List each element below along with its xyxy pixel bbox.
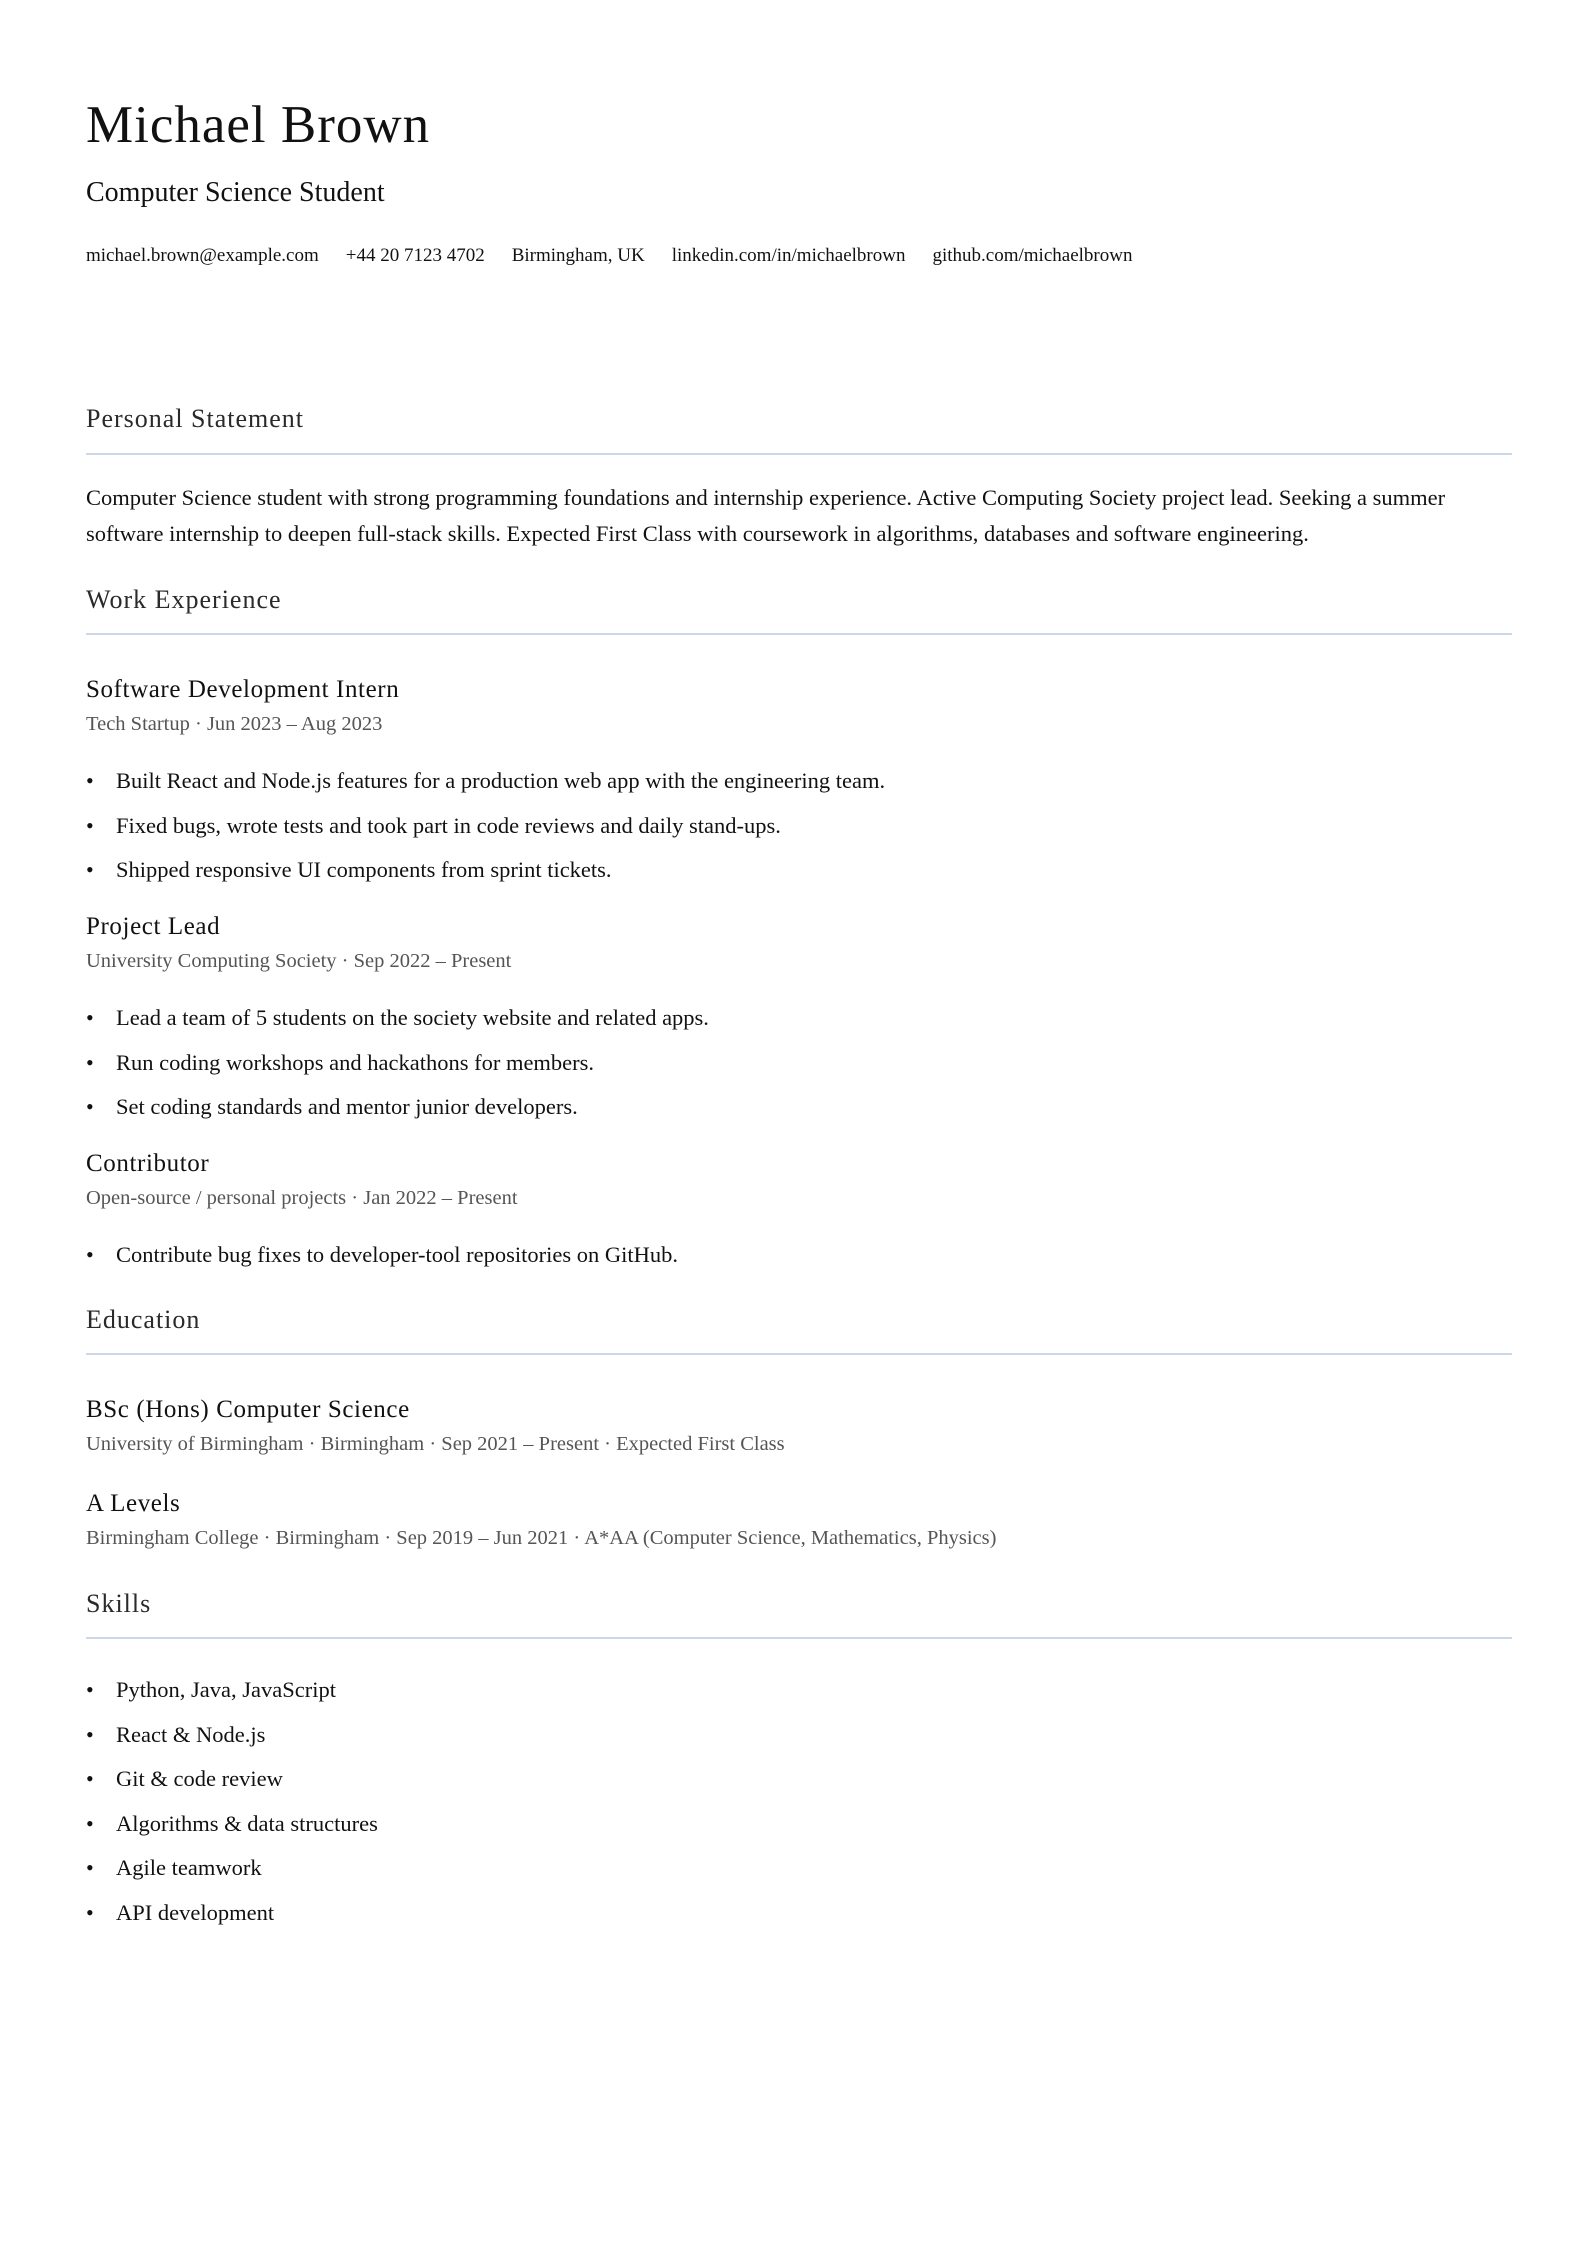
- list-item: • Git & code review: [86, 1763, 378, 1808]
- bullet-icon: •: [86, 768, 94, 793]
- bullet-icon: •: [86, 857, 94, 882]
- job-bullets: [86, 1239, 678, 1284]
- section-divider: [86, 633, 1512, 635]
- bullet-icon: •: [86, 1810, 94, 1836]
- bullet-icon: •: [86, 1094, 94, 1119]
- statement-text: Computer Science student with strong programming foundations and internship experience. Active Computing Society project lead. Seeking a summer software internship to deepen full-stack skills. Expected First Class with coursework in algorithms, databases and software engineering.: [86, 485, 1446, 546]
- list-item: • Agile teamwork: [86, 1852, 378, 1897]
- list-item: • Python, Java, JavaScript: [86, 1674, 378, 1719]
- bullet-icon: •: [86, 1049, 94, 1075]
- bullet-icon: •: [86, 1899, 94, 1925]
- section-title-statement: Personal Statement: [86, 404, 305, 433]
- education-title: BSc (Hons) Computer Science: [86, 1396, 410, 1423]
- education-meta: University of Birmingham · Birmingham · Sep 2021 – Present · Expected First Class: [86, 1433, 785, 1455]
- section-divider: [86, 453, 1512, 455]
- bullet-icon: •: [86, 1855, 94, 1880]
- bullet-icon: •: [86, 1005, 94, 1030]
- list-item: • React & Node.js: [86, 1719, 378, 1764]
- list-item: • Contribute bug fixes to developer-tool repositories on GitHub.: [86, 1239, 678, 1284]
- candidate-name: Michael Brown: [86, 96, 431, 154]
- list-item: • Shipped responsive UI components from sprint tickets.: [86, 854, 885, 899]
- contact-location: Birmingham, UK: [511, 245, 645, 266]
- list-item: • Lead a team of 5 students on the society website and related apps.: [86, 1002, 709, 1047]
- job-title: Contributor: [86, 1150, 210, 1177]
- bullet-icon: •: [86, 1677, 94, 1702]
- education-title: A Levels: [86, 1490, 181, 1517]
- candidate-role: Computer Science Student: [86, 177, 385, 208]
- job-title: Project Lead: [86, 913, 221, 940]
- section-title-experience: Work Experience: [86, 585, 282, 614]
- section-title-skills: Skills: [86, 1589, 152, 1618]
- contact-phone: +44 20 7123 4702: [345, 245, 485, 266]
- list-item: • Fixed bugs, wrote tests and took part in code reviews and daily stand-ups.: [86, 810, 885, 855]
- bullet-icon: •: [86, 1721, 94, 1747]
- list-item: • Set coding standards and mentor junior developers.: [86, 1091, 709, 1136]
- contact-linkedin: linkedin.com/in/michaelbrown: [671, 245, 906, 266]
- section-divider: [86, 1637, 1512, 1639]
- contact-line: [86, 242, 1159, 270]
- job-bullets: [86, 765, 885, 899]
- list-item: • Run coding workshops and hackathons for members.: [86, 1047, 709, 1092]
- contact-github: github.com/michaelbrown: [932, 245, 1133, 266]
- job-bullets: [86, 1002, 709, 1136]
- section-title-education: Education: [86, 1305, 201, 1334]
- list-item: • API development: [86, 1897, 378, 1942]
- list-item: • Built React and Node.js features for a production web app with the engineering team.: [86, 765, 885, 810]
- job-title: Software Development Intern: [86, 676, 400, 703]
- list-item: • Algorithms & data structures: [86, 1808, 378, 1853]
- bullet-icon: •: [86, 812, 94, 838]
- bullet-icon: •: [86, 1242, 94, 1267]
- job-meta: Tech Startup · Jun 2023 – Aug 2023: [86, 713, 383, 735]
- job-meta: Open-source / personal projects · Jan 2022 – Present: [86, 1187, 518, 1209]
- contact-email: michael.brown@example.com: [86, 245, 319, 266]
- education-meta: Birmingham College · Birmingham · Sep 2019 – Jun 2021 · A*AA (Computer Science, Mathematics, Physics): [86, 1527, 997, 1549]
- section-divider: [86, 1353, 1512, 1355]
- job-meta: University Computing Society · Sep 2022 – Present: [86, 950, 512, 972]
- bullet-icon: •: [86, 1766, 94, 1791]
- skills-list: [86, 1674, 378, 1941]
